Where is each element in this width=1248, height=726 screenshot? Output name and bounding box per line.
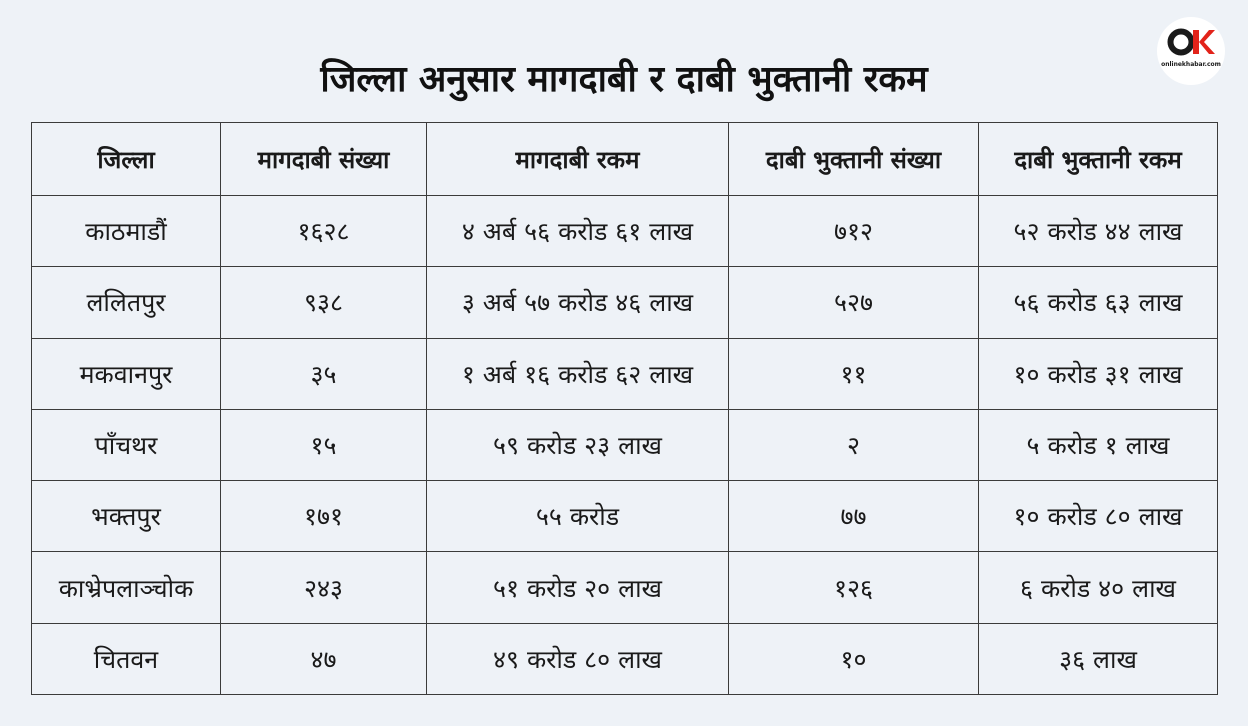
cell-claim-amount: ४ अर्ब ५६ करोड ६१ लाख — [427, 196, 729, 267]
cell-claim-amount: ५१ करोड २० लाख — [427, 552, 729, 623]
table-row — [32, 409, 1218, 480]
cell-claim-amount: १ अर्ब १६ करोड ६२ लाख — [427, 338, 729, 409]
cell-claim-amount: ३ अर्ब ५७ करोड ४६ लाख — [427, 267, 729, 338]
cell-claim-amount: ४९ करोड ८० लाख — [427, 623, 729, 694]
cell-claim-count: १६२८ — [221, 196, 427, 267]
cell-payment-amount: १० करोड ८० लाख — [979, 481, 1218, 552]
cell-district: चितवन — [32, 623, 221, 694]
cell-district: भक्तपुर — [32, 481, 221, 552]
claims-table — [31, 122, 1218, 695]
cell-payment-count: ५२७ — [729, 267, 979, 338]
cell-district: काठमाडौं — [32, 196, 221, 267]
cell-payment-amount: ३६ लाख — [979, 623, 1218, 694]
page-title: जिल्ला अनुसार मागदाबी र दाबी भुक्तानी रकम — [320, 59, 928, 100]
table-row — [32, 267, 1218, 338]
cell-claim-count: ४७ — [221, 623, 427, 694]
cell-payment-amount: ५२ करोड ४४ लाख — [979, 196, 1218, 267]
cell-claim-amount: ५५ करोड — [427, 481, 729, 552]
cell-payment-count: ७७ — [729, 481, 979, 552]
header-district: जिल्ला — [32, 123, 221, 196]
cell-claim-count: ३५ — [221, 338, 427, 409]
ok-logo-icon — [1167, 27, 1215, 57]
table-row — [32, 338, 1218, 409]
table-row — [32, 623, 1218, 694]
header-claim-count: मागदाबी संख्या — [221, 123, 427, 196]
cell-payment-count: १० — [729, 623, 979, 694]
cell-payment-count: ११ — [729, 338, 979, 409]
cell-payment-count: १२६ — [729, 552, 979, 623]
cell-payment-amount: १० करोड ३१ लाख — [979, 338, 1218, 409]
header-payment-amount: दाबी भुक्तानी रकम — [979, 123, 1218, 196]
cell-claim-count: १७१ — [221, 481, 427, 552]
cell-claim-count: ९३८ — [221, 267, 427, 338]
cell-district: मकवानपुर — [32, 338, 221, 409]
logo-text: onlinekhabar.com — [1161, 61, 1221, 68]
header-claim-amount: मागदाबी रकम — [427, 123, 729, 196]
header-payment-count: दाबी भुक्तानी संख्या — [729, 123, 979, 196]
cell-payment-amount: ५६ करोड ६३ लाख — [979, 267, 1218, 338]
cell-payment-amount: ६ करोड ४० लाख — [979, 552, 1218, 623]
table-row — [32, 481, 1218, 552]
cell-claim-count: २४३ — [221, 552, 427, 623]
onlinekhabar-logo[interactable] — [1157, 17, 1225, 85]
cell-district: काभ्रेपलाञ्चोक — [32, 552, 221, 623]
cell-payment-amount: ५ करोड १ लाख — [979, 409, 1218, 480]
cell-claim-amount: ५९ करोड २३ लाख — [427, 409, 729, 480]
cell-payment-count: २ — [729, 409, 979, 480]
cell-claim-count: १५ — [221, 409, 427, 480]
cell-district: ललितपुर — [32, 267, 221, 338]
table-row — [32, 196, 1218, 267]
cell-district: पाँचथर — [32, 409, 221, 480]
table-row — [32, 552, 1218, 623]
cell-payment-count: ७१२ — [729, 196, 979, 267]
table-header-row — [32, 123, 1218, 196]
